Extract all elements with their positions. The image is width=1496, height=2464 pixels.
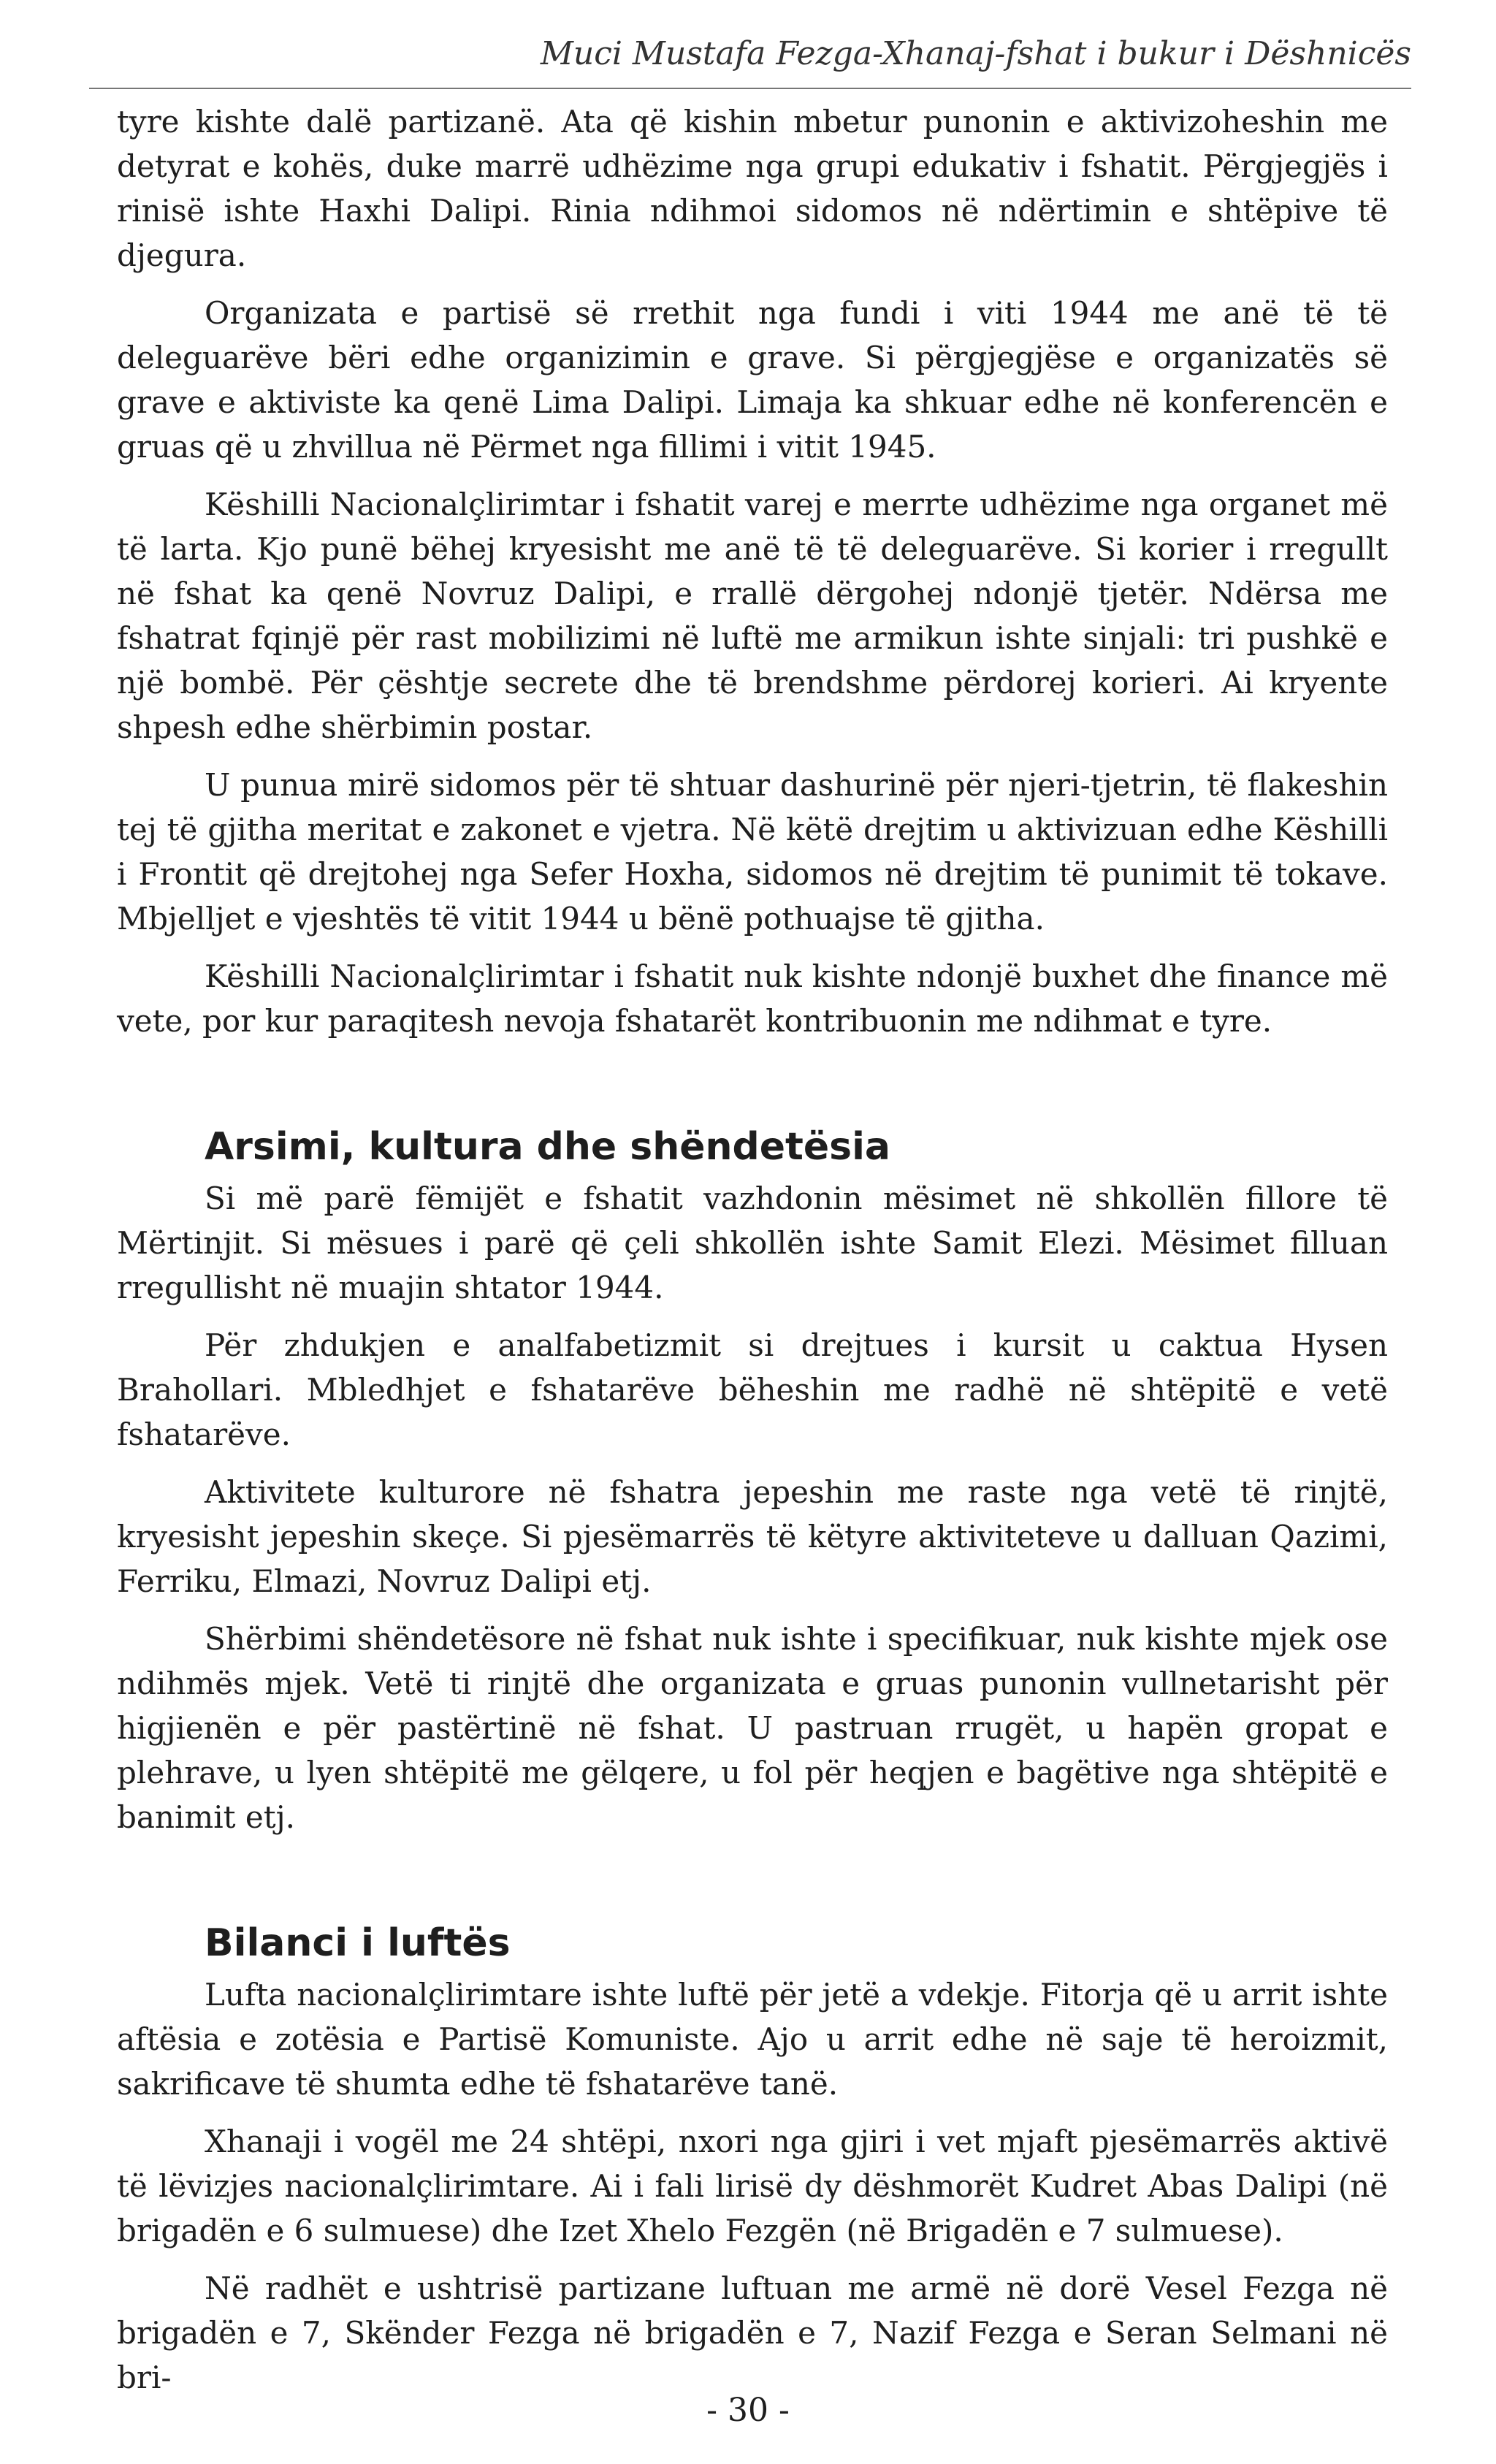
section-heading-war-balance: Bilanci i luftës (205, 1921, 511, 1965)
paragraph: Shërbimi shëndetësore në fshat nuk ishte i specifikuar, nuk kishte mjek ose ndihmës mjek. Vetë ti rinjtë dhe organizata e gruas punonin vullnetarisht për higjienën e për pastërtinë në fshat. U pastruan rrugët, u hapën gropat e plehrave, u lyen shtëpitë me gëlqere, u fol për heqjen e bagëtive nga shtëpitë e banimit etj. (117, 1621, 1388, 1835)
paragraph-continued: tyre kishte dalë partizanë. Ata që kishin mbetur punonin e aktivizoheshin me detyrat e kohës, duke marrë udhëzime nga grupi edukativ i fshatit. Përgjegjës i rinisë ishte Haxhi Dalipi. Rinia ndihmoi sidomos në ndërtimin e shtëpive të djegura. (117, 104, 1388, 273)
section-heading-education: Arsimi, kultura dhe shëndetësia (205, 1125, 891, 1169)
page-body (117, 99, 1388, 2413)
paragraph: Aktivitete kulturore në fshatra jepeshin me raste nga vetë të rinjtë, kryesisht jepeshin skeçe. Si pjesëmarrës të këtyre aktiviteteve u dalluan Qazimi, Ferriku, Elmazi, Novruz Dalipi etj. (117, 1474, 1388, 1599)
paragraph: Si më parë fëmijët e fshatit vazhdonin mësimet në shkollën fillore të Mërtinjit. Si mësues i parë që çeli shkollën ishte Samit Elezi. Mësimet filluan rregullisht në muajin shtator 1944. (117, 1180, 1388, 1305)
paragraph: Për zhdukjen e analfabetizmit si drejtues i kursit u caktua Hysen Brahollari. Mbledhjet e fshatarëve bëheshin me radhë në shtëpitë e vetë fshatarëve. (117, 1327, 1388, 1452)
header-divider (89, 88, 1411, 89)
paragraph: Këshilli Nacionalçlirimtar i fshatit nuk kishte ndonjë buxhet dhe finance më vete, por kur paraqitesh nevoja fshatarët kontribuonin me ndihmat e tyre. (117, 958, 1388, 1039)
paragraph: Xhanaji i vogël me 24 shtëpi, nxori nga gjiri i vet mjaft pjesëmarrës aktivë të lëvizjes nacionalçlirimtare. Ai i fali lirisë dy dëshmorët Kudret Abas Dalipi (në brigadën e 6 sulmuese) dhe Izet Xhelo Fezgën (në Brigadën e 7 sulmuese). (117, 2124, 1388, 2249)
paragraph: Në radhët e ushtrisë partizane luftuan me armë në dorë Vesel Fezga në brigadën e 7, Skënder Fezga në brigadën e 7, Nazif Fezga e Seran Selmani në bri- (117, 2270, 1388, 2395)
paragraph: Këshilli Nacionalçlirimtar i fshatit varej e merrte udhëzime nga organet më të larta. Kjo punë bëhej kryesisht me anë të të deleguarëve. Si korier i rregullt në fshat ka qenë Novruz Dalipi, e rrallë dërgohej ndonjë tjetër. Ndërsa me fshatrat fqinjë për rast mobilizimi në luftë me armikun ishte sinjali: tri pushkë e një bombë. Për çështje secrete dhe të brendshme përdorej korieri. Ai kryente shpesh edhe shërbimin postar. (117, 487, 1388, 745)
paragraph: U punua mirë sidomos për të shtuar dashurinë për njeri-tjetrin, të flakeshin tej të gjitha meritat e zakonet e vjetra. Në këtë drejtim u aktivizuan edhe Këshilli i Frontit që drejtohej nga Sefer Hoxha, sidomos në drejtim të punimit të tokave. Mbjelljet e vjeshtës të vitit 1944 u bënë pothuajse të gjitha. (117, 767, 1388, 937)
paragraph: Lufta nacionalçlirimtare ishte luftë për jetë a vdekje. Fitorja që u arrit ishte aftësia e zotësia e Partisë Komuniste. Ajo u arrit edhe në saje të heroizmit, sakrificave të shumta edhe të fshatarëve tanë. (117, 1977, 1388, 2102)
page-number: - 30 - (706, 2392, 790, 2429)
running-header: Muci Mustafa Fezga-Xhanaj-fshat i bukur i Dëshnicës (540, 35, 1411, 72)
paragraph: Organizata e partisë së rrethit nga fundi i viti 1944 me anë të të deleguarëve bëri edhe organizimin e grave. Si përgjegjëse e organizatës së grave e aktiviste ka qenë Lima Dalipi. Limaja ka shkuar edhe në konferencën e gruas që u zhvillua në Përmet nga fillimi i vitit 1945. (117, 295, 1388, 465)
